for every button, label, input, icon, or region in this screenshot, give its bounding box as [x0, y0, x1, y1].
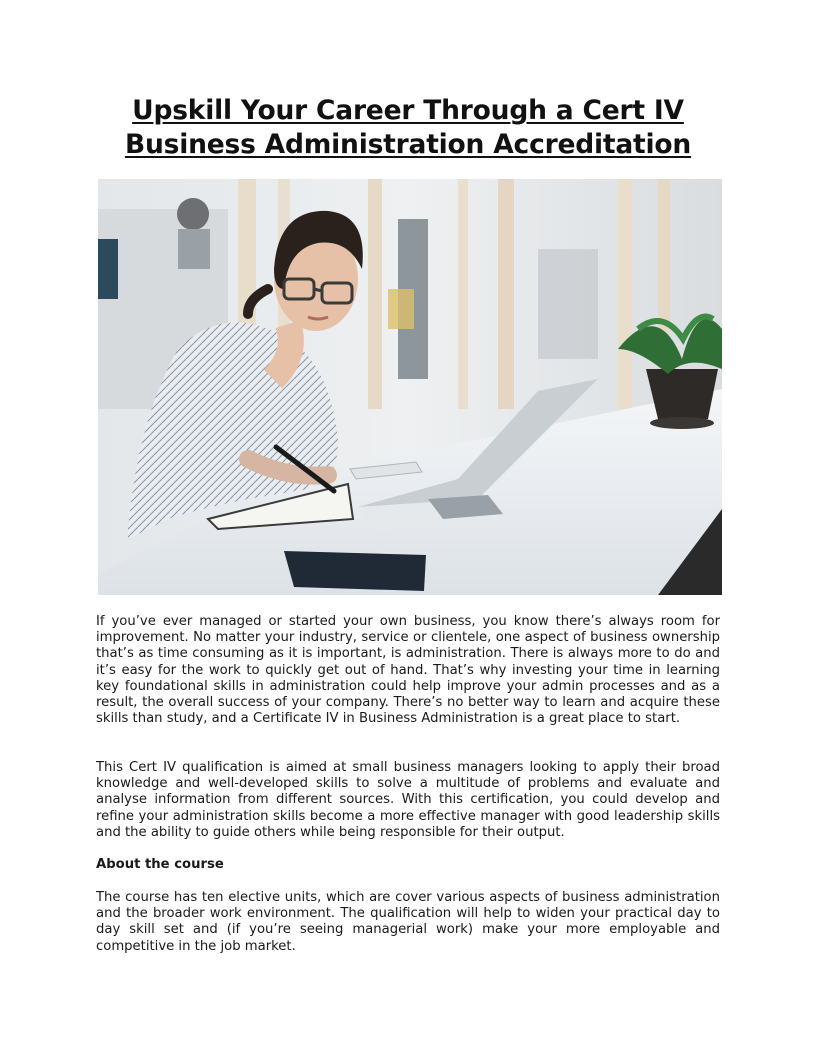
- title-line-2: Business Administration Accreditation: [124, 129, 692, 160]
- title-line-1: Upskill Your Career Through a Cert IV: [132, 95, 684, 126]
- qualification-paragraph: This Cert IV qualification is aimed at small business managers looking to apply their broad knowledge and well-developed skills to solve a multitude of problems and evaluate and analyse information from different sources. With this certification, you could develop and refine your administration skills become a more effective manager with good leadership skills and the ability to guide others while being responsible for their output.: [96, 760, 720, 840]
- intro-paragraph: If you’ve ever managed or started your own business, you know there’s always room for improvement. No matter your industry, service or clientele, one aspect of business ownership that’s as time consuming as it is important, is administration. There is always more to do and it’s easy for the work to quickly get out of hand. That’s why investing your time in learning key foundational skills in administration could help improve your admin processes and as a result, the overall success of your company. There’s no better way to learn and acquire these skills than study, and a Certificate IV in Business Administration is a great place to start.: [96, 614, 720, 727]
- page-title: [96, 94, 720, 162]
- hero-photo: [98, 179, 722, 595]
- course-paragraph: The course has ten elective units, which are cover various aspects of business administration and the broader work environment. The qualification will help to widen your practical day to day skill set and (if you’re seeing managerial work) make your more employable and competitive in the job market.: [96, 890, 720, 954]
- section-heading: About the course: [96, 857, 224, 872]
